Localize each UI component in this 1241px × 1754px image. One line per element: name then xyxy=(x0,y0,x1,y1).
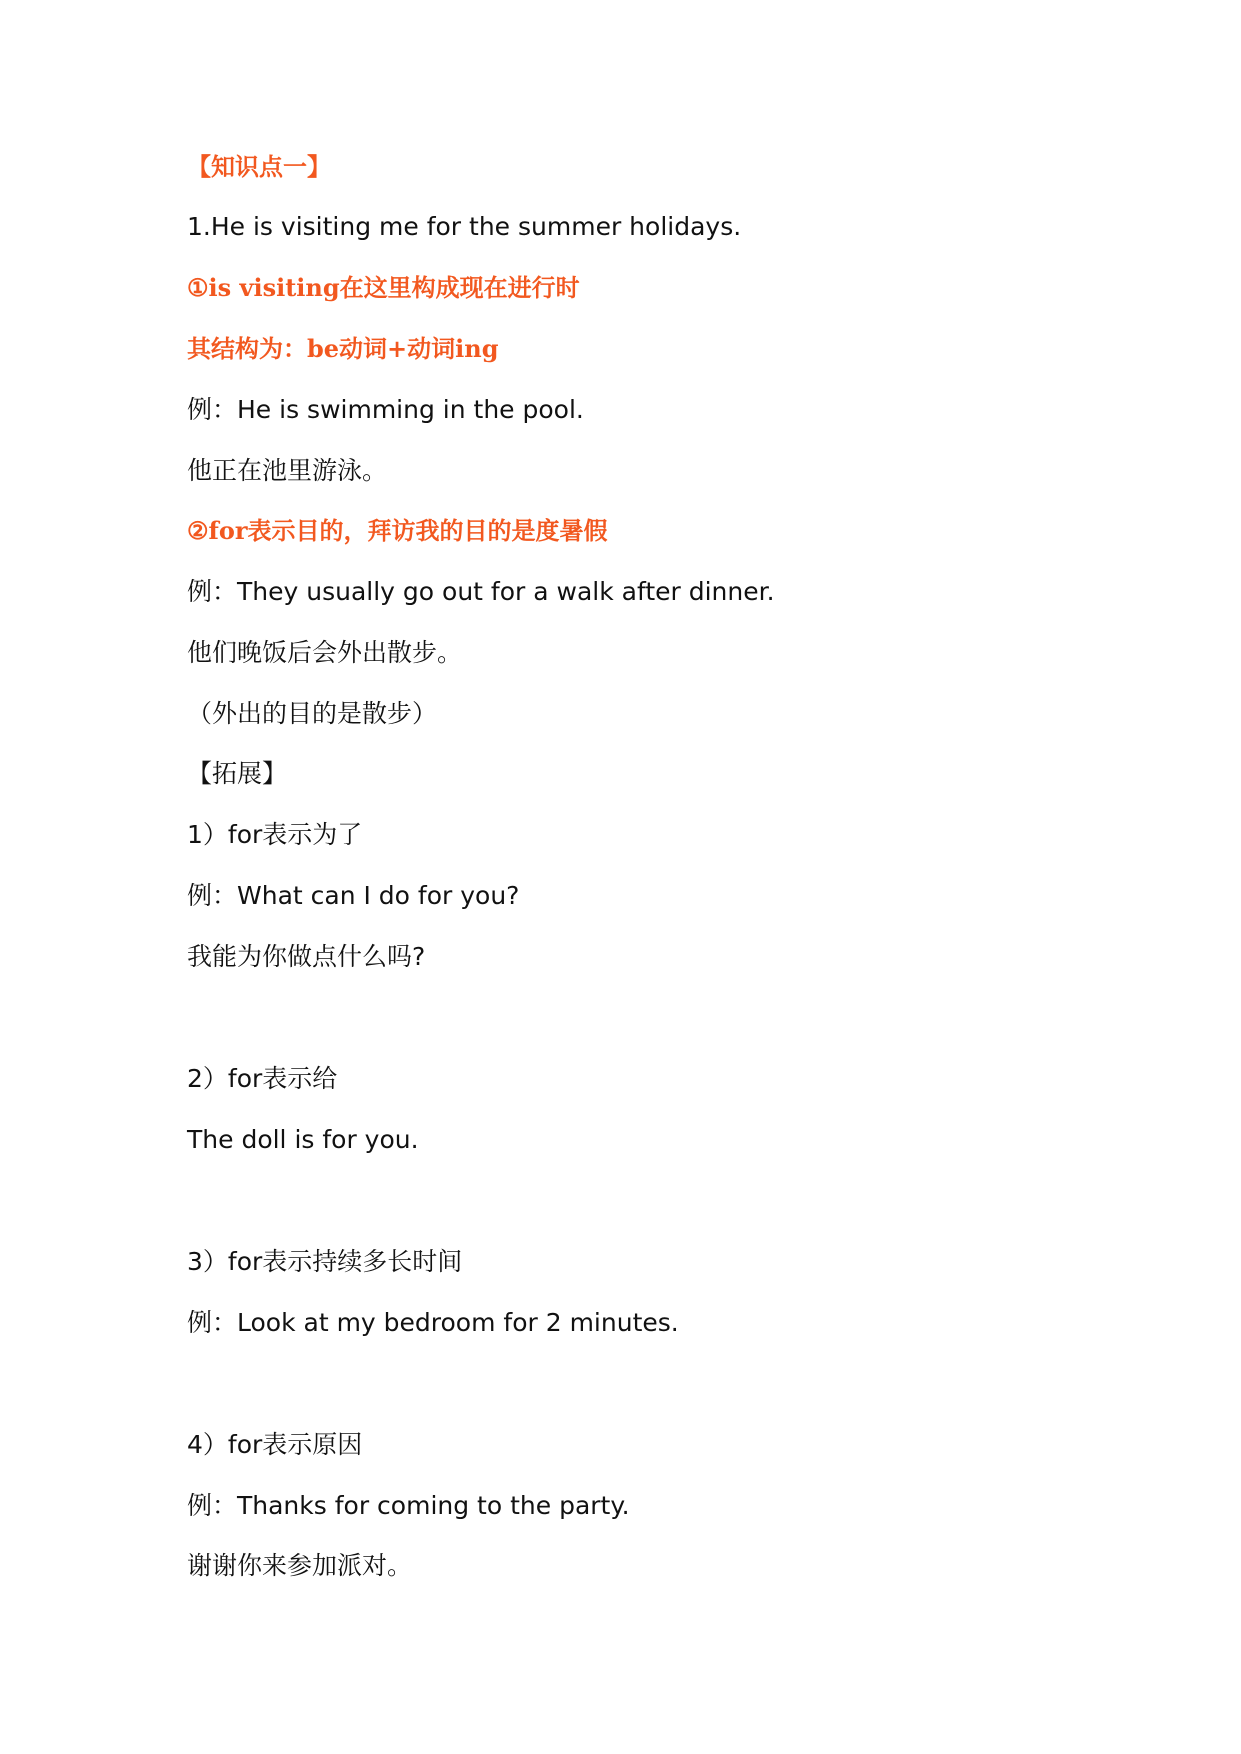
translation-line: 我能为你做点什么吗? xyxy=(187,942,426,971)
example-sentence: 例：Thanks for coming to the party. xyxy=(187,1491,630,1520)
example-sentence: 例：Look at my bedroom for 2 minutes. xyxy=(187,1308,679,1337)
usage-heading-2: 2）for表示给 xyxy=(187,1064,338,1093)
translation-line: 他正在池里游泳。 xyxy=(187,456,388,485)
usage-heading-1: 1）for表示为了 xyxy=(187,820,363,849)
usage-heading-4: 4）for表示原因 xyxy=(187,1430,363,1459)
example-sentence: 例：He is swimming in the pool. xyxy=(187,395,584,424)
grammar-note-1: ①is visiting在这里构成现在进行时 xyxy=(187,273,580,302)
section-heading-extension: 【拓展】 xyxy=(187,759,288,788)
example-sentence: The doll is for you. xyxy=(187,1125,419,1154)
translation-line: 谢谢你来参加派对。 xyxy=(187,1551,413,1580)
example-sentence: 例：They usually go out for a walk after dinner. xyxy=(187,577,775,606)
example-sentence: 1.He is visiting me for the summer holidays. xyxy=(187,212,742,241)
explanation-line: （外出的目的是散步） xyxy=(187,699,438,728)
example-sentence: 例：What can I do for you? xyxy=(187,881,520,910)
grammar-note-2: ②for表示目的，拜访我的目的是度暑假 xyxy=(187,516,608,545)
usage-heading-3: 3）for表示持续多长时间 xyxy=(187,1247,463,1276)
grammar-structure-note: 其结构为：be动词+动词ing xyxy=(187,334,499,363)
section-heading-knowledge-point-1: 【知识点一】 xyxy=(187,152,331,181)
translation-line: 他们晚饭后会外出散步。 xyxy=(187,638,463,667)
